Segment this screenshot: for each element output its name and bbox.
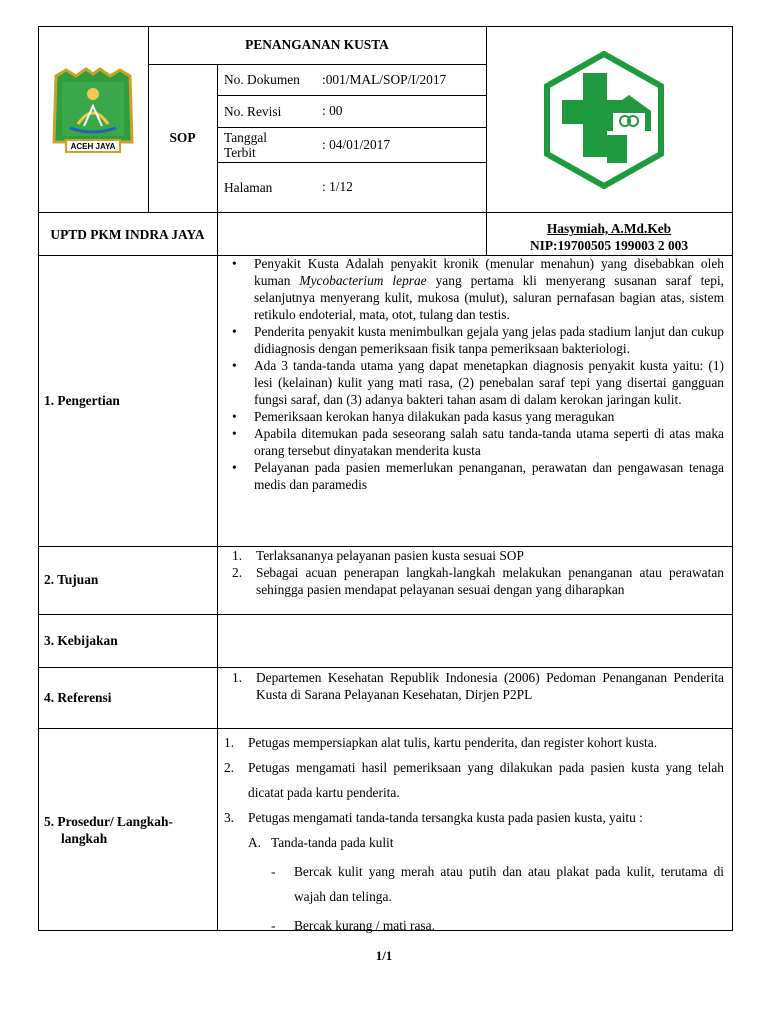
org-name: UPTD PKM INDRA JAYA [50, 226, 205, 242]
document-title: PENANGANAN KUSTA [245, 37, 389, 52]
dash-item: - Bercak kurang / mati rasa. [271, 918, 435, 933]
page-number: 1/1 [375, 948, 393, 963]
field-halaman [224, 162, 486, 212]
signer-block [486, 220, 732, 254]
field-value: : 1/12 [322, 179, 353, 194]
signer-nip: NIP:19700505 199003 2 003 [529, 238, 689, 253]
section-label-pengertian: 1. Pengertian [44, 393, 120, 408]
tujuan-list [232, 547, 724, 598]
field-no-revisi [224, 95, 486, 127]
list-item: • Pelayanan pada pasien memerlukan penanganan, perawatan dan pengawasan tenaga medis dan paramedis [232, 460, 724, 492]
field-label: No. Revisi [224, 103, 282, 119]
list-item: 1. Departemen Kesehatan Republik Indonesia (2006) Pedoman Penanganan Penderita Kusta di Sarana Pelayanan Kesehatan, Dirjen P2PL [232, 670, 724, 702]
field-label: Halaman [224, 179, 273, 195]
prosedur-steps [224, 730, 724, 830]
field-value: :001/MAL/SOP/I/2017 [322, 71, 447, 87]
signer-name: Hasymiah, A.Md.Keb [546, 221, 672, 236]
field-value: : 00 [322, 103, 343, 118]
section-label-kebijakan: 3. Kebijakan [44, 633, 118, 648]
list-item: • Pemeriksaan kerokan hanya dilakukan pada kasus yang meragukan [232, 409, 615, 424]
sop-label: SOP [169, 130, 196, 145]
logo-text: ACEH JAYA [70, 142, 116, 151]
section-label-prosedur: 5. Prosedur/ Langkah- langkah [44, 814, 173, 846]
section-label-tujuan: 2. Tujuan [44, 572, 99, 587]
puskesmas-cross-logo [543, 51, 665, 189]
field-no-dokumen [224, 64, 486, 95]
list-item: • Penderita penyakit kusta menimbulkan gejala yang jelas pada stadium lanjut dan cukup didiagnosis dengan pemeriksaan fisik tanpa pemeriksaan bakteriologi. [232, 324, 724, 356]
section-label-referensi: 4. Referensi [44, 690, 112, 705]
field-value: : 04/01/2017 [322, 136, 391, 152]
prosedur-content [224, 730, 724, 938]
dash-item: - Bercak kulit yang merah atau putih dan atau plakat pada kulit, terutama di wajah dan telinga. [271, 864, 724, 904]
referensi-content [232, 669, 724, 703]
list-item: 3. Petugas mengamati tanda-tanda tersangka kusta pada pasien kusta, yaitu : [224, 810, 643, 825]
list-item: 2. Petugas mengamati hasil pemeriksaan yang dilakukan pada pasien kusta yang telah dicatat pada kartu penderita. [224, 760, 724, 800]
referensi-list [232, 669, 724, 703]
field-tanggal-terbit [224, 127, 486, 162]
list-item: 2. Sebagai acuan penerapan langkah-langkah melakukan penanganan atau perawatan sehingga pasien mendapat pelayanan sesuai dengan yang diharapkan [232, 565, 724, 597]
field-label: Tanggal Terbit [224, 129, 267, 160]
list-item: • Penyakit Kusta Adalah penyakit kronik (menular menahun) yang disebabkan oleh kuman Mycobacterium leprae yang pertama kli menyerang susanan saraf tepi, selanjutnya menyerang kulit, mukosa (mulut), saluran pernafasan bagian atas, sistem retikulo endoterial, mata, otot, tulang dan testis. [232, 256, 725, 322]
tujuan-content [232, 547, 724, 598]
aceh-jaya-logo [48, 66, 138, 156]
list-item: 1. Petugas mempersiapkan alat tulis, kartu penderita, dan register kohort kusta. [224, 735, 658, 750]
list-item: • Apabila ditemukan pada seseorang salah satu tanda-tanda utama seperti di atas maka orang tersebut dinyatakan menderita kusta [232, 426, 724, 458]
list-item: • Ada 3 tanda-tanda utama yang dapat menetapkan diagnosis penyakit kusta yaitu: (1) lesi (kelainan) kulit yang mati rasa, (2) penebalan saraf tepi yang disertai gangguan fungsi saraf, dan (3) adanya bakteri tahan asam di dalam kerokan jaringan kulit. [232, 358, 724, 407]
sub-item-a: A. Tanda-tanda pada kulit [248, 835, 394, 850]
pengertian-content [230, 255, 724, 493]
list-item: 1. Terlaksananya pelayanan pasien kusta sesuai SOP [232, 548, 524, 563]
field-label: No. Dokumen [224, 72, 300, 87]
pengertian-list [230, 255, 724, 493]
